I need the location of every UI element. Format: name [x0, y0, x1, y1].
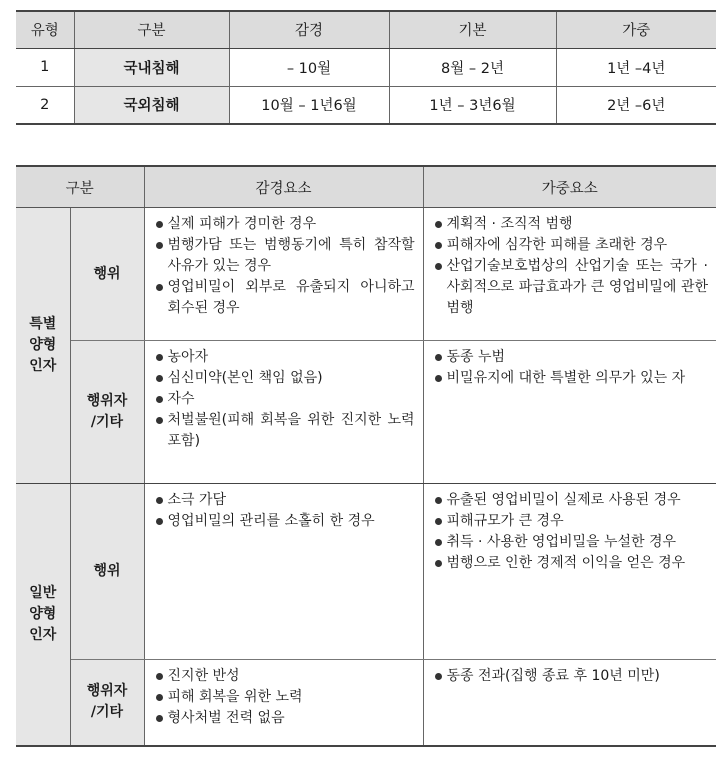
header-category: 구분 [16, 166, 144, 208]
basic-cell: 1년 – 3년6월 [389, 86, 556, 124]
mitigating-factors-cell [144, 208, 423, 341]
subcategory-label [70, 660, 144, 746]
list-item: 비밀유지에 대한 특별한 의무가 있는 자 [434, 368, 709, 389]
group-label-special [16, 208, 70, 484]
list-item: 실제 피해가 경미한 경우 [155, 214, 415, 235]
list-item: 영업비밀의 관리를 소홀히 한 경우 [155, 511, 415, 532]
mitigated-cell: – 10월 [229, 48, 389, 86]
aggravating-factors-cell [423, 208, 716, 341]
sentencing-factors-table [16, 165, 716, 747]
type-cell: 1 [16, 48, 74, 86]
table-row [16, 48, 716, 86]
aggravating-factors-cell [423, 484, 716, 660]
list-item: 처벌불원(피해 회복을 위한 진지한 노력 포함) [155, 410, 415, 452]
aggravated-cell: 1년 –4년 [556, 48, 716, 86]
list-item: 동종 전과(집행 종료 후 10년 미만) [434, 666, 709, 687]
list-item: 농아자 [155, 347, 415, 368]
header-type: 유형 [16, 11, 74, 48]
list-item: 진지한 반성 [155, 666, 415, 687]
aggravating-factors-cell [423, 660, 716, 746]
subcategory-text: 행위 [93, 265, 121, 282]
list-item: 범행가담 또는 범행동기에 특히 참작할 사유가 있는 경우 [155, 235, 415, 277]
subcategory-text: 행위자 /기타 [86, 393, 128, 430]
subcategory-label [70, 341, 144, 484]
aggravating-factors-cell [423, 341, 716, 484]
list-item: 범행으로 인한 경제적 이익을 얻은 경우 [434, 553, 709, 574]
list-item: 계획적 · 조직적 범행 [434, 214, 709, 235]
table-row [16, 208, 716, 341]
mitigating-factors-cell [144, 341, 423, 484]
list-item: 피해 회복을 위한 노력 [155, 687, 415, 708]
subcategory-label [70, 208, 144, 341]
list-item: 형사처벌 전력 없음 [155, 708, 415, 729]
header-mitigated: 감경 [229, 11, 389, 48]
table-row [16, 341, 716, 484]
table-header-row [16, 11, 716, 48]
subcategory-text: 행위 [93, 563, 121, 579]
type-cell: 2 [16, 86, 74, 124]
table-row [16, 86, 716, 124]
header-mitigating-factors: 감경요소 [144, 166, 423, 208]
header-category: 구분 [74, 11, 229, 48]
header-basic: 기본 [389, 11, 556, 48]
category-cell: 국내침해 [74, 48, 229, 86]
list-item: 소극 가담 [155, 490, 415, 511]
list-item: 취득 · 사용한 영업비밀을 누설한 경우 [434, 532, 709, 553]
mitigated-cell: 10월 – 1년6월 [229, 86, 389, 124]
list-item: 유출된 영업비밀이 실제로 사용된 경우 [434, 490, 709, 511]
header-aggravating-factors: 가중요소 [423, 166, 716, 208]
mitigating-factors-cell [144, 660, 423, 746]
list-item: 피해규모가 큰 경우 [434, 511, 709, 532]
basic-cell: 8월 – 2년 [389, 48, 556, 86]
list-item: 영업비밀이 외부로 유출되지 아니하고 회수된 경우 [155, 277, 415, 319]
table-header-row [16, 166, 716, 208]
group-label-general [16, 484, 70, 746]
category-cell: 국외침해 [74, 86, 229, 124]
group-label-text: 특별 양형 인자 [29, 316, 57, 374]
list-item: 심신미약(본인 책임 없음) [155, 368, 415, 389]
subcategory-label [70, 484, 144, 660]
list-item: 동종 누범 [434, 347, 709, 368]
table-row [16, 484, 716, 660]
header-aggravated: 가중 [556, 11, 716, 48]
table-row [16, 660, 716, 746]
mitigating-factors-cell [144, 484, 423, 660]
list-item: 피해자에 심각한 피해를 초래한 경우 [434, 235, 709, 256]
list-item: 산업기술보호법상의 산업기술 또는 국가 · 사회적으로 파급효과가 큰 영업비밀에 관한 범행 [434, 256, 709, 319]
aggravated-cell: 2년 –6년 [556, 86, 716, 124]
group-label-text: 일반 양형 인자 [29, 584, 57, 643]
list-item: 자수 [155, 389, 415, 410]
subcategory-text: 행위자 /기타 [86, 683, 128, 721]
sentencing-range-table [16, 10, 716, 125]
